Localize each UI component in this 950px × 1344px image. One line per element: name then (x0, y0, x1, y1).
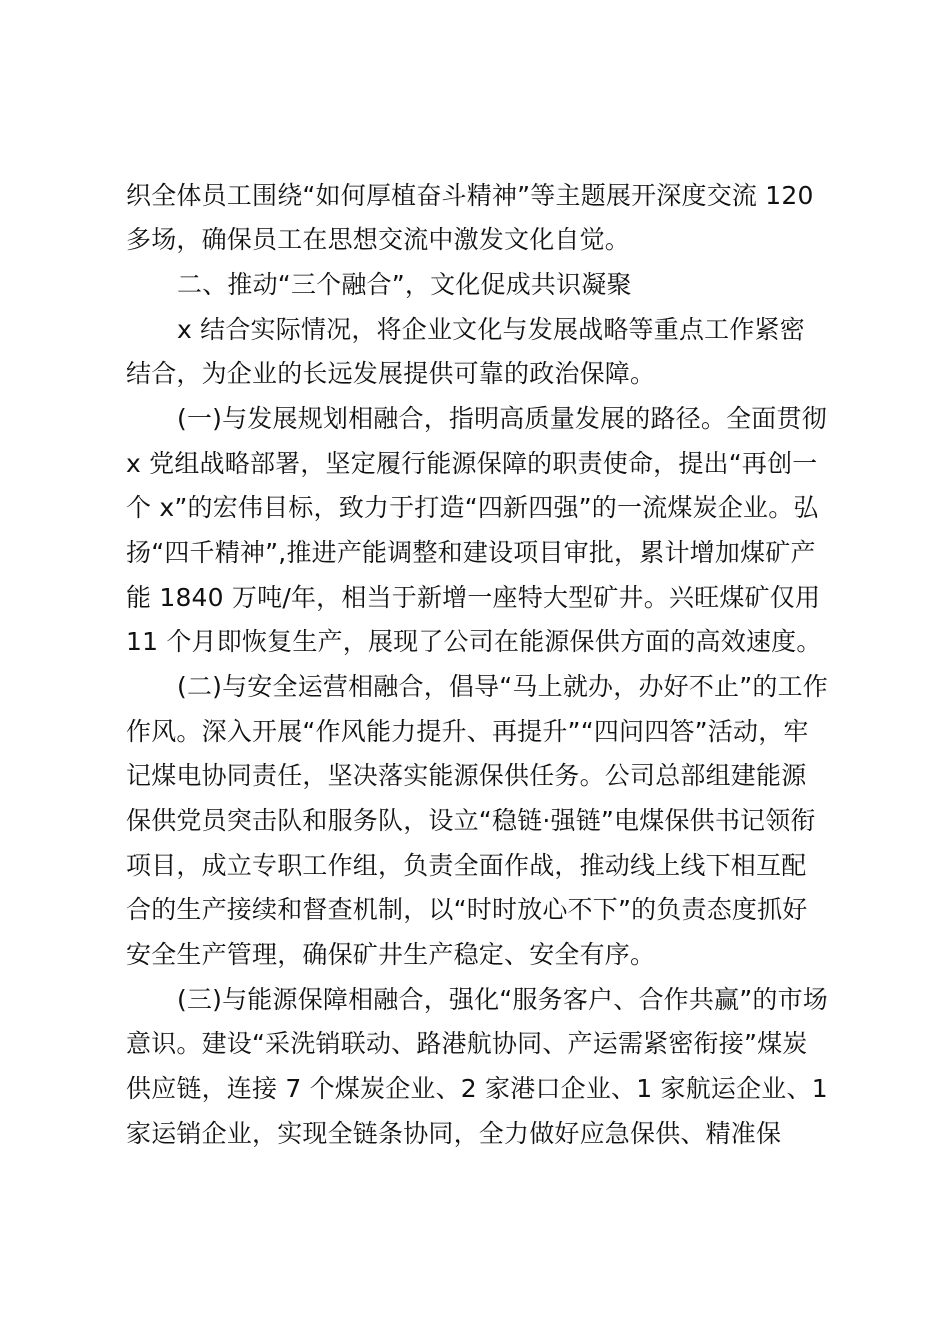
text-line-4: x 结合实际情况，将企业文化与发展战略等重点工作紧密 (177, 315, 805, 344)
subsection-3-line-1: (三)与能源保障相融合，强化“服务客户、合作共赢”的市场 (177, 985, 829, 1014)
text-line-15: 保供党员突击队和服务队，设立“稳链·强链”电煤保供书记领衔 (126, 806, 816, 835)
text-line-14: 记煤电协同责任，坚决落实能源保供任务。公司总部组建能源 (126, 761, 807, 790)
text-line-1: 织全体员工围绕“如何厚植奋斗精神”等主题展开深度交流 120 (126, 181, 814, 210)
text-line-18: 安全生产管理，确保矿井生产稳定、安全有序。 (126, 940, 656, 969)
text-line-8: 个 x”的宏伟目标，致力于打造“四新四强”的一流煤炭企业。弘 (126, 493, 819, 522)
text-line-22: 家运销企业，实现全链条协同，全力做好应急保供、精准保 (126, 1119, 782, 1148)
text-line-20: 意识。建设“采洗销联动、路港航协同、产运需紧密衔接”煤炭 (126, 1029, 808, 1058)
text-line-17: 合的生产接续和督查机制，以“时时放心不下”的负责态度抓好 (126, 895, 808, 924)
text-line-9: 扬“四千精神”,推进产能调整和建设项目审批，累计增加煤矿产 (126, 538, 816, 567)
text-line-11: 11 个月即恢复生产，展现了公司在能源保供方面的高效速度。 (126, 627, 822, 656)
text-line-10: 能 1840 万吨/年，相当于新增一座特大型矿井。兴旺煤矿仅用 (126, 583, 821, 612)
text-line-16: 项目，成立专职工作组，负责全面作战，推动线上线下相互配 (126, 851, 807, 880)
text-line-2: 多场，确保员工在思想交流中激发文化自觉。 (126, 225, 631, 254)
subsection-1-line-1: (一)与发展规划相融合，指明高质量发展的路径。全面贯彻 (177, 404, 827, 433)
text-line-5: 结合，为企业的长远发展提供可靠的政治保障。 (126, 359, 656, 388)
text-line-7: x 党组战略部署，坚定履行能源保障的职责使命，提出“再创一 (126, 449, 818, 478)
section-heading: 二、推动“三个融合”，文化促成共识凝聚 (177, 270, 632, 299)
text-line-13: 作风。深入开展“作风能力提升、再提升”“四问四答”活动，牢 (126, 717, 809, 746)
subsection-2-line-1: (二)与安全运营相融合，倡导“马上就办，办好不止”的工作 (177, 672, 829, 701)
text-line-21: 供应链，连接 7 个煤炭企业、2 家港口企业、1 家航运企业、1 (126, 1074, 828, 1103)
